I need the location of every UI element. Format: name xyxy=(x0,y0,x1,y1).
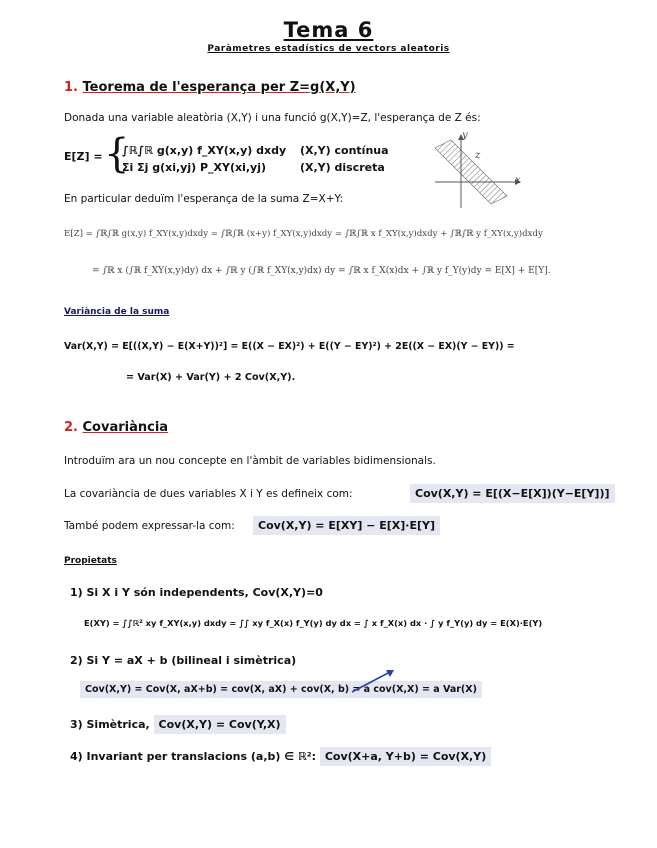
expectation-lhs: E[Z] = xyxy=(64,150,103,163)
graph-x-label: x xyxy=(515,175,521,186)
graph-y-label: y xyxy=(462,130,468,141)
section1-number: 1. xyxy=(64,80,78,95)
label-discrete: (X,Y) discreta xyxy=(300,161,385,174)
property-4 xyxy=(70,750,491,763)
property-4-formula: Cov(X+a, Y+b) = Cov(X,Y) xyxy=(320,747,491,766)
properties-heading: Propietats xyxy=(64,556,117,566)
section2-intro: Introduïm ara un nou concepte en l'àmbit de variables bidimensionals. xyxy=(64,455,436,467)
section2-heading xyxy=(64,420,168,435)
sum-equation-1: E[Z] = ∫ℝ∫ℝ g(x,y) f_XY(x,y)dxdy = ∫ℝ∫ℝ (x+y) f_XY(x,y)dxdy = ∫ℝ∫ℝ x f_XY(x,y)dxdy + ∫ℝ∫ℝ y f_XY(x,y)dxdy xyxy=(64,229,543,239)
property-3 xyxy=(70,718,286,731)
variance-heading: Variància de la suma xyxy=(64,307,170,317)
page-title: Tema 6 xyxy=(283,18,374,42)
property-1-equation: E(XY) = ∫∫ℝ² xy f_XY(x,y) dxdy = ∫∫ xy f_X(x) f_Y(y) dy dx = ∫ x f_X(x) dx · ∫ y f_Y(y) dy = E(X)·E(Y) xyxy=(84,618,543,628)
graph-z-label: z xyxy=(475,150,481,161)
strikethrough-arrow xyxy=(350,668,400,694)
hatched-region xyxy=(435,140,507,204)
variance-equation-2: = Var(X) + Var(Y) + 2 Cov(X,Y). xyxy=(126,372,296,383)
property-4-label: 4) Invariant per translacions (a,b) ∈ ℝ²: xyxy=(70,750,316,763)
cases-brace: { xyxy=(104,131,130,177)
particular-text: En particular deduïm l'esperança de la suma Z=X+Y: xyxy=(64,193,344,205)
section2-title: Covariància xyxy=(82,420,169,435)
definition-text: La covariància de dues variables X i Y es defineix com: xyxy=(64,488,353,500)
variance-equation-1: Var(X,Y) = E[((X,Y) − E(X+Y))²] = E((X − EX)²) + E((Y − EY)²) + 2E((X − EX)(Y − EY)) = xyxy=(64,341,515,352)
alternative-formula: Cov(X,Y) = E[XY] − E[X]·E[Y] xyxy=(253,516,440,535)
case-discrete: Σi Σj g(xi,yj) P_XY(xi,yj) xyxy=(122,161,267,174)
sum-equation-2: = ∫ℝ x (∫ℝ f_XY(x,y)dy) dx + ∫ℝ y (∫ℝ f_XY(x,y)dx) dy = ∫ℝ x f_X(x)dx + ∫ℝ y f_Y(y)dy = E[X] + E[Y]. xyxy=(92,266,551,276)
property-1: 1) Si X i Y són independents, Cov(X,Y)=0 xyxy=(70,586,323,599)
alternative-text: També podem expressar-la com: xyxy=(64,520,235,532)
label-continuous: (X,Y) contínua xyxy=(300,144,389,157)
section1-title: Teorema de l'esperança per Z=g(X,Y) xyxy=(82,80,356,95)
section1-heading xyxy=(64,80,356,95)
property-3-formula: Cov(X,Y) = Cov(Y,X) xyxy=(154,715,286,734)
definition-formula: Cov(X,Y) = E[(X−E[X])(Y−E[Y])] xyxy=(410,484,615,503)
case-continuous: ∫ℝ∫ℝ g(x,y) f_XY(x,y) dxdy xyxy=(122,144,287,157)
page-subtitle: Paràmetres estadístics de vectors aleatoris xyxy=(207,44,450,54)
section1-intro: Donada una variable aleatòria (X,Y) i una funció g(X,Y)=Z, l'esperança de Z és: xyxy=(64,112,481,124)
property-2-equation: Cov(X,Y) = Cov(X, aX+b) = cov(X, aX) + cov(X, b) = a cov(X,X) = a Var(X) xyxy=(80,681,482,698)
region-sketch xyxy=(425,134,525,210)
property-3-label: 3) Simètrica, xyxy=(70,718,150,731)
section2-number: 2. xyxy=(64,420,78,435)
property-2: 2) Si Y = aX + b (bilineal i simètrica) xyxy=(70,654,297,667)
